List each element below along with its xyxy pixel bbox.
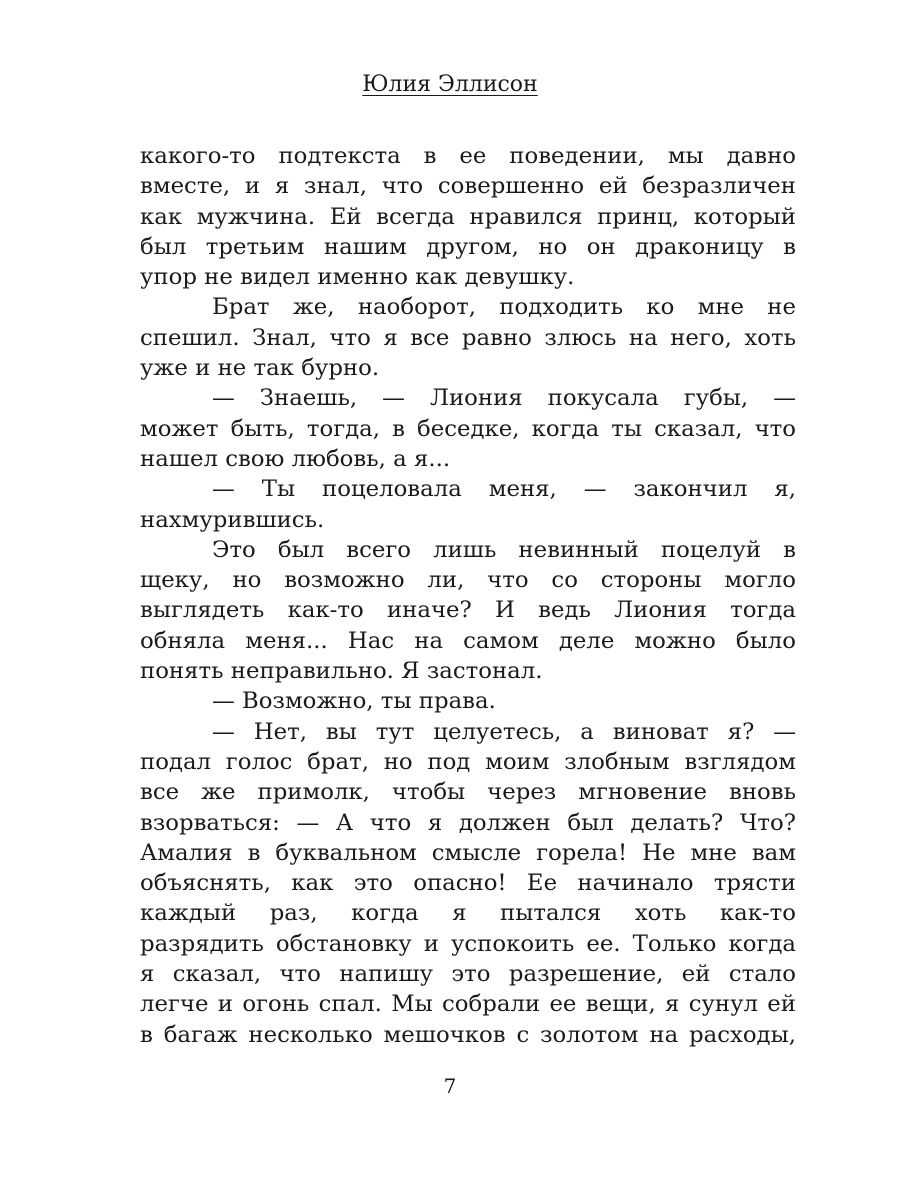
text-line: — Нет, вы тут целуетесь, а виноват я? — bbox=[212, 718, 796, 745]
text-line: подал голос брат, но под моим злобным взглядом bbox=[140, 748, 796, 775]
text-line: все же примолк, чтобы через мгновение вновь bbox=[140, 779, 796, 806]
text-line: понять неправильно. Я застонал. bbox=[140, 658, 543, 685]
text-line: нахмурившись. bbox=[140, 506, 325, 533]
body-text bbox=[140, 141, 796, 1050]
text-line: я сказал, что напишу это разрешение, ей стало bbox=[140, 961, 796, 988]
text-line: вместе, и я знал, что совершенно ей безразличен bbox=[140, 173, 796, 200]
text-line: — Ты поцеловала меня, — закончил я, bbox=[212, 476, 796, 503]
text-line: какого-то подтекста в ее поведении, мы давно bbox=[140, 143, 796, 169]
page-number: 7 bbox=[443, 1074, 457, 1098]
text-line: нашел свою любовь, а я... bbox=[140, 445, 451, 472]
text-line: в багаж несколько мешочков с золотом на расходы, bbox=[140, 1021, 796, 1048]
text-line: был третьим нашим другом, но он драконицу в bbox=[140, 233, 796, 260]
text-line: спешил. Знал, что я все равно злюсь на него, хоть bbox=[140, 324, 796, 351]
text-line: — Возможно, ты права. bbox=[212, 688, 496, 715]
text-line: объяснять, как это опасно! Ее начинало трясти bbox=[140, 870, 796, 897]
text-line: как мужчина. Ей всегда нравился принц, который bbox=[140, 203, 796, 230]
running-header bbox=[0, 70, 900, 100]
text-line: легче и огонь спал. Мы собрали ее вещи, я сунул ей bbox=[140, 991, 796, 1018]
text-line: щеку, но возможно ли, что со стороны могло bbox=[140, 567, 796, 594]
text-line: может быть, тогда, в беседке, когда ты сказал, что bbox=[140, 415, 796, 442]
text-line: уже и не так бурно. bbox=[140, 355, 380, 382]
text-line: каждый раз, когда я пытался хоть как-то bbox=[140, 900, 796, 927]
text-line: Брат же, наоборот, подходить ко мне не bbox=[212, 294, 796, 321]
text-line: Это был всего лишь невинный поцелуй в bbox=[212, 536, 796, 563]
text-line: разрядить обстановку и успокоить ее. Только когда bbox=[140, 930, 796, 957]
text-line: взорваться: — А что я должен был делать? Что? bbox=[140, 809, 796, 836]
text-line: выглядеть как-то иначе? И ведь Лиония тогда bbox=[140, 597, 796, 624]
author-name: Юлия Эллисон bbox=[362, 72, 538, 97]
text-line: — Знаешь, — Лиония покусала губы, — bbox=[212, 385, 796, 412]
text-line: обняла меня... Нас на самом деле можно было bbox=[140, 627, 796, 654]
text-line: упор не видел именно как девушку. bbox=[140, 264, 575, 291]
text-line: Амалия в буквальном смысле горела! Не мне вам bbox=[140, 839, 796, 866]
